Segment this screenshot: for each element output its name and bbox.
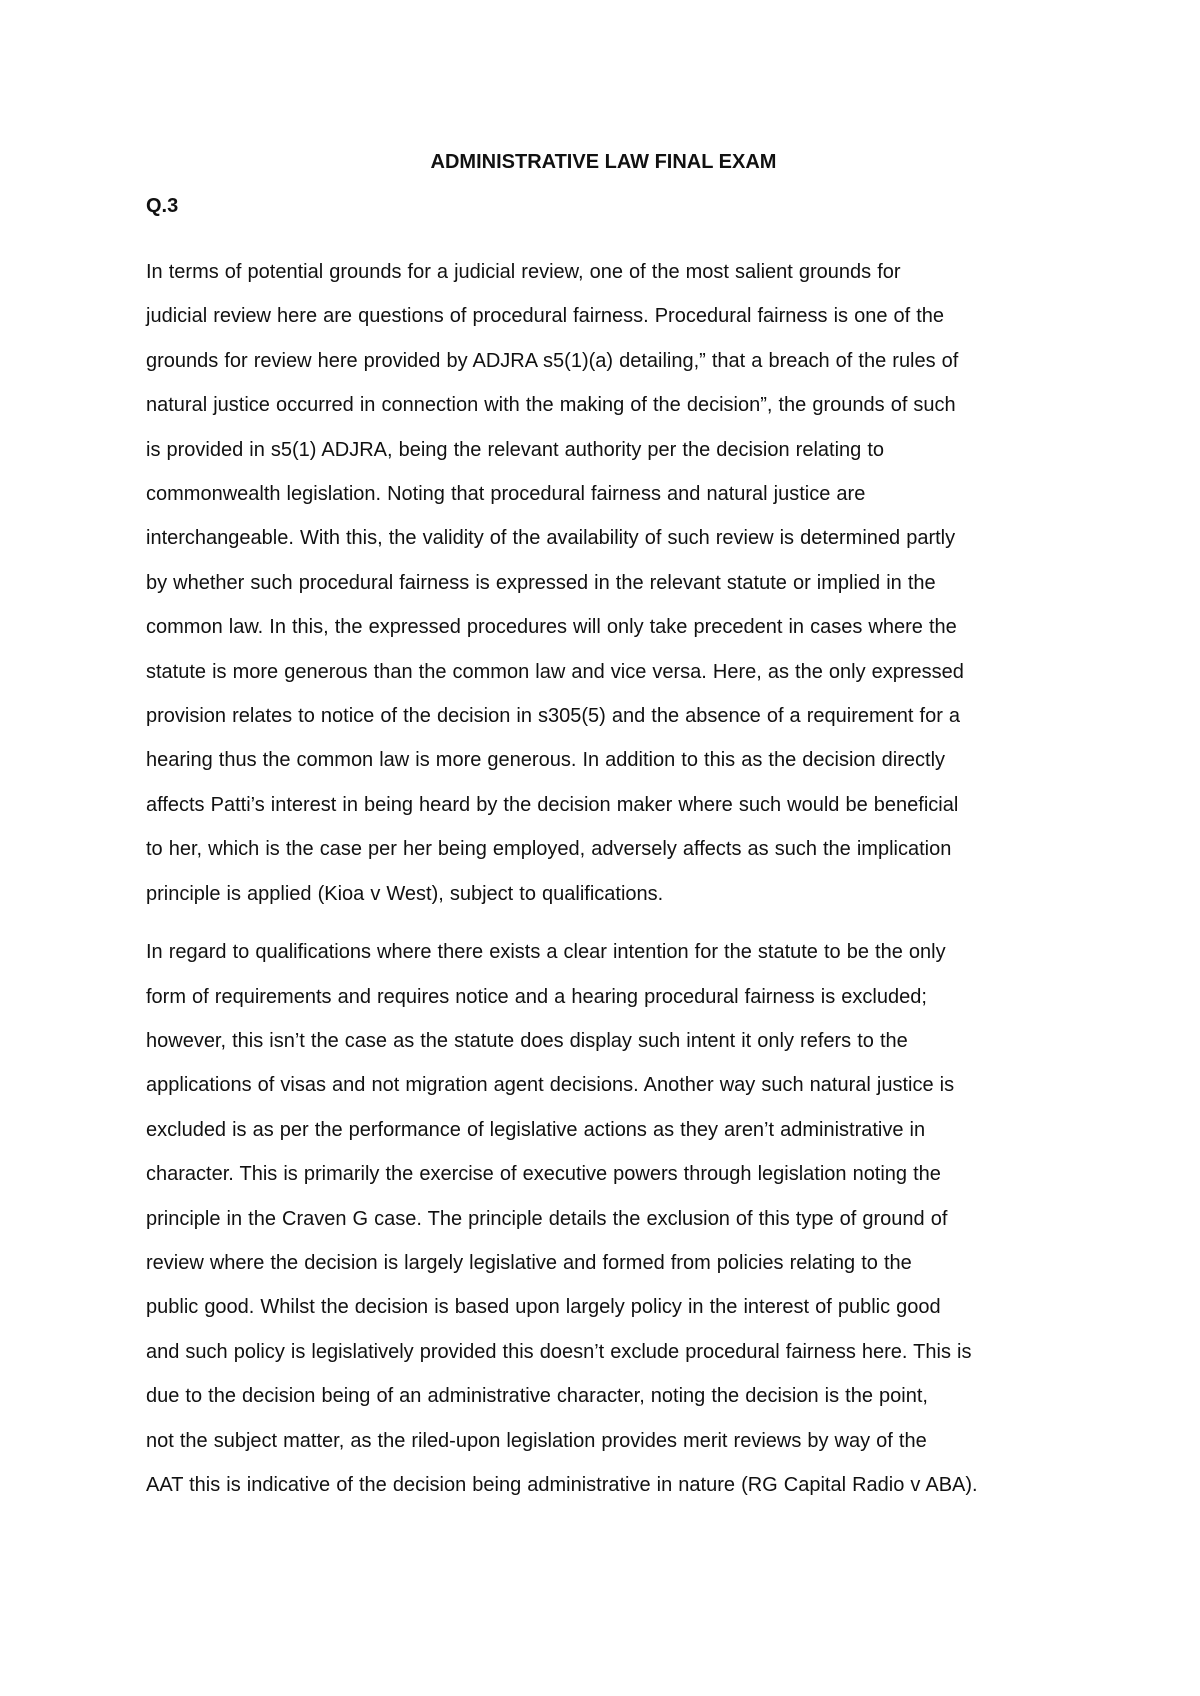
paragraph-line: common law. In this, the expressed procedures will only take precedent in cases where the <box>146 616 957 639</box>
paragraph-line: statute is more generous than the common law and vice versa. Here, as the only expressed <box>146 660 964 683</box>
paragraph-line: provision relates to notice of the decision in s305(5) and the absence of a requirement for a <box>146 705 961 728</box>
paragraph-line: commonwealth legislation. Noting that procedural fairness and natural justice are <box>146 483 866 506</box>
paragraph-line: applications of visas and not migration agent decisions. Another way such natural justice is <box>146 1074 955 1097</box>
paragraph-line: character. This is primarily the exercise of executive powers through legislation noting the <box>146 1163 941 1186</box>
paragraph-line: AAT this is indicative of the decision being administrative in nature (RG Capital Radio v ABA). <box>146 1473 978 1496</box>
paragraphs-container <box>146 250 1061 1507</box>
paragraph <box>146 250 1061 916</box>
paragraph-line: judicial review here are questions of procedural fairness. Procedural fairness is one of the <box>146 305 945 328</box>
paragraph-line: In terms of potential grounds for a judicial review, one of the most salient grounds for <box>146 261 901 283</box>
paragraph-line: by whether such procedural fairness is expressed in the relevant statute or implied in the <box>146 571 936 594</box>
paragraph-line: excluded is as per the performance of legislative actions as they aren’t administrative in <box>146 1118 926 1141</box>
paragraph-line: public good. Whilst the decision is based upon largely policy in the interest of public good <box>146 1296 941 1319</box>
paragraph-line: interchangeable. With this, the validity of the availability of such review is determined partly <box>146 527 956 550</box>
paragraph-line: not the subject matter, as the riled-upon legislation provides merit reviews by way of the <box>146 1429 927 1452</box>
paragraph-line: to her, which is the case per her being employed, adversely affects as such the implication <box>146 838 952 861</box>
paragraph-line: grounds for review here provided by ADJRA s5(1)(a) detailing,” that a breach of the rules of <box>146 349 959 372</box>
paragraph-line: is provided in s5(1) ADJRA, being the relevant authority per the decision relating to <box>146 438 885 461</box>
document-title: ADMINISTRATIVE LAW FINAL EXAM <box>430 151 777 173</box>
paragraph-line: hearing thus the common law is more generous. In addition to this as the decision directly <box>146 749 946 772</box>
paragraph-line: In regard to qualifications where there exists a clear intention for the statute to be the only <box>146 941 946 964</box>
paragraph-line: however, this isn’t the case as the statute does display such intent it only refers to the <box>146 1029 908 1052</box>
paragraph-line: principle is applied (Kioa v West), subject to qualifications. <box>146 882 664 905</box>
paragraph <box>146 930 1061 1507</box>
paragraph-line: natural justice occurred in connection with the making of the decision”, the grounds of such <box>146 394 956 417</box>
paragraph-line: and such policy is legislatively provided this doesn’t exclude procedural fairness here. This is <box>146 1340 972 1363</box>
paragraph-line: review where the decision is largely legislative and formed from policies relating to the <box>146 1251 912 1274</box>
paragraph-line: affects Patti’s interest in being heard by the decision maker where such would be beneficial <box>146 793 959 816</box>
question-label: Q.3 <box>146 195 179 217</box>
paragraph-line: form of requirements and requires notice and a hearing procedural fairness is excluded; <box>146 985 927 1008</box>
document-body <box>146 140 1061 1521</box>
paragraph-line: due to the decision being of an administrative character, noting the decision is the point, <box>146 1385 928 1408</box>
paragraph-line: principle in the Craven G case. The principle details the exclusion of this type of ground of <box>146 1207 948 1230</box>
